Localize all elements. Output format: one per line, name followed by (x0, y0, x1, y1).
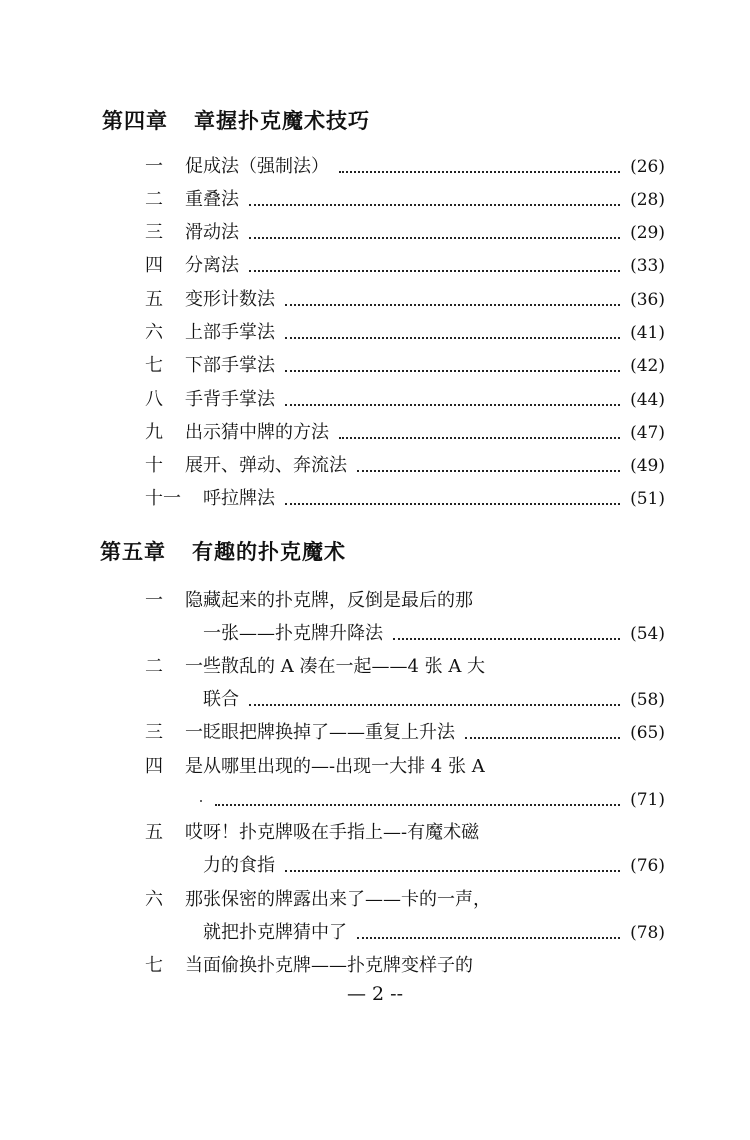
toc-entry (145, 818, 665, 848)
leader-dots (285, 302, 620, 306)
entry-number: 八 (145, 389, 163, 410)
entry-title-line2: 一张——扑克牌升降法 (203, 623, 383, 644)
entry-number: 二 (145, 189, 163, 210)
toc-entry-continuation (203, 918, 665, 948)
leader-dots (339, 435, 620, 439)
entry-title-line2: 就把扑克牌猜中了 (203, 922, 347, 943)
entry-page: (36) (630, 290, 665, 310)
toc-entry-continuation (203, 619, 665, 649)
entry-page: (76) (630, 856, 665, 876)
leader-dots (249, 235, 620, 239)
entry-number: 四 (145, 756, 163, 777)
entry-number: 四 (145, 255, 163, 276)
entry-title-line1: 一些散乱的 A 凑在一起——4 张 A 大 (185, 656, 486, 677)
toc-entry (145, 285, 665, 315)
entry-title-line2: 力的食指 (203, 855, 275, 876)
leader-dots (285, 402, 620, 406)
entry-title: 上部手掌法 (185, 322, 275, 343)
toc-entry (145, 418, 665, 448)
entry-number: 三 (145, 722, 163, 743)
entry-page: (42) (630, 356, 665, 376)
toc-entry-continuation (203, 851, 665, 881)
entry-title: 分离法 (185, 255, 239, 276)
toc-entry (145, 385, 665, 415)
entry-number: 七 (145, 355, 163, 376)
entry-page: (51) (630, 489, 665, 509)
entry-page: (49) (630, 456, 665, 476)
entry-title-line2: 联合 (203, 689, 239, 710)
leader-dots (285, 335, 620, 339)
entry-page: (44) (630, 390, 665, 410)
entry-title-line1: 是从哪里出现的—-出现一大排 4 张 A (185, 756, 485, 777)
entry-number: 六 (145, 322, 163, 343)
entry-title-line1: 那张保密的牌露出来了——卡的一声， (185, 889, 491, 910)
entry-title: 呼拉牌法 (203, 488, 275, 509)
chapter5-heading (100, 536, 346, 566)
entry-page: (54) (630, 624, 665, 644)
chapter5-title: 有趣的扑克魔术 (192, 540, 346, 564)
leader-dots (465, 735, 620, 739)
entry-number: 十 (145, 455, 163, 476)
entry-page: (71) (630, 790, 665, 810)
leader-dots (285, 368, 620, 372)
entry-title: 滑动法 (185, 222, 239, 243)
toc-entry (145, 185, 665, 215)
leader-dots (357, 935, 620, 939)
leader-dots (285, 868, 620, 872)
entry-number: 三 (145, 222, 163, 243)
entry-title: 下部手掌法 (185, 355, 275, 376)
toc-entry-continuation (203, 685, 665, 715)
toc-entry (145, 152, 665, 182)
entry-page: (28) (630, 190, 665, 210)
entry-number: 二 (145, 656, 163, 677)
toc-entry (145, 318, 665, 348)
page-number: — 2 -- (346, 983, 403, 1005)
toc-entry-continuation (215, 785, 665, 815)
entry-page: (41) (630, 323, 665, 343)
entry-title: 变形计数法 (185, 289, 275, 310)
toc-entry (145, 885, 665, 915)
leader-dots (285, 501, 620, 505)
toc-entry (145, 451, 665, 481)
entry-title: 出示猜中牌的方法 (185, 422, 329, 443)
chapter4-heading (102, 105, 370, 135)
toc-entry (145, 652, 665, 682)
chapter4-title: 章握扑克魔术技巧 (194, 109, 370, 133)
toc-entry (145, 484, 665, 514)
entry-title-line1: 隐藏起来的扑克牌，反倒是最后的那 (185, 590, 473, 611)
leader-dots (249, 268, 620, 272)
entry-number: 六 (145, 889, 163, 910)
entry-number: 五 (145, 289, 163, 310)
entry-title: 手背手掌法 (185, 389, 275, 410)
entry-title: 促成法（强制法） (185, 156, 329, 177)
entry-title: 重叠法 (185, 189, 239, 210)
chapter4-label: 第四章 (102, 109, 168, 133)
entry-page: (47) (630, 423, 665, 443)
leader-dots (339, 169, 620, 173)
leader-dots (215, 802, 620, 806)
entry-title-line1: 当面偷换扑克牌——扑克牌变样子的 (185, 955, 473, 976)
leader-dots (249, 702, 620, 706)
toc-entry (145, 251, 665, 281)
entry-number: 十一 (145, 488, 181, 509)
entry-number: 一 (145, 590, 163, 611)
entry-page: (29) (630, 223, 665, 243)
toc-entry (145, 752, 665, 782)
leader-dots (393, 636, 620, 640)
entry-number: 五 (145, 822, 163, 843)
entry-number: 一 (145, 156, 163, 177)
entry-number: 九 (145, 422, 163, 443)
entry-page: (78) (630, 923, 665, 943)
print-speck (200, 800, 202, 802)
leader-dots (357, 468, 620, 472)
chapter5-label: 第五章 (100, 540, 166, 564)
entry-title: 一眨眼把牌换掉了——重复上升法 (185, 722, 455, 743)
leader-dots (249, 202, 620, 206)
toc-entry (145, 586, 665, 616)
entry-page: (58) (630, 690, 665, 710)
toc-entry (145, 351, 665, 381)
entry-page: (26) (630, 157, 665, 177)
entry-title-line1: 哎呀！扑克牌吸在手指上—-有魔术磁 (185, 822, 480, 843)
toc-entry (145, 951, 665, 981)
entry-title: 展开、弹动、奔流法 (185, 455, 347, 476)
entry-page: (65) (630, 723, 665, 743)
toc-entry (145, 718, 665, 748)
entry-number: 七 (145, 955, 163, 976)
toc-entry (145, 218, 665, 248)
entry-page: (33) (630, 256, 665, 276)
